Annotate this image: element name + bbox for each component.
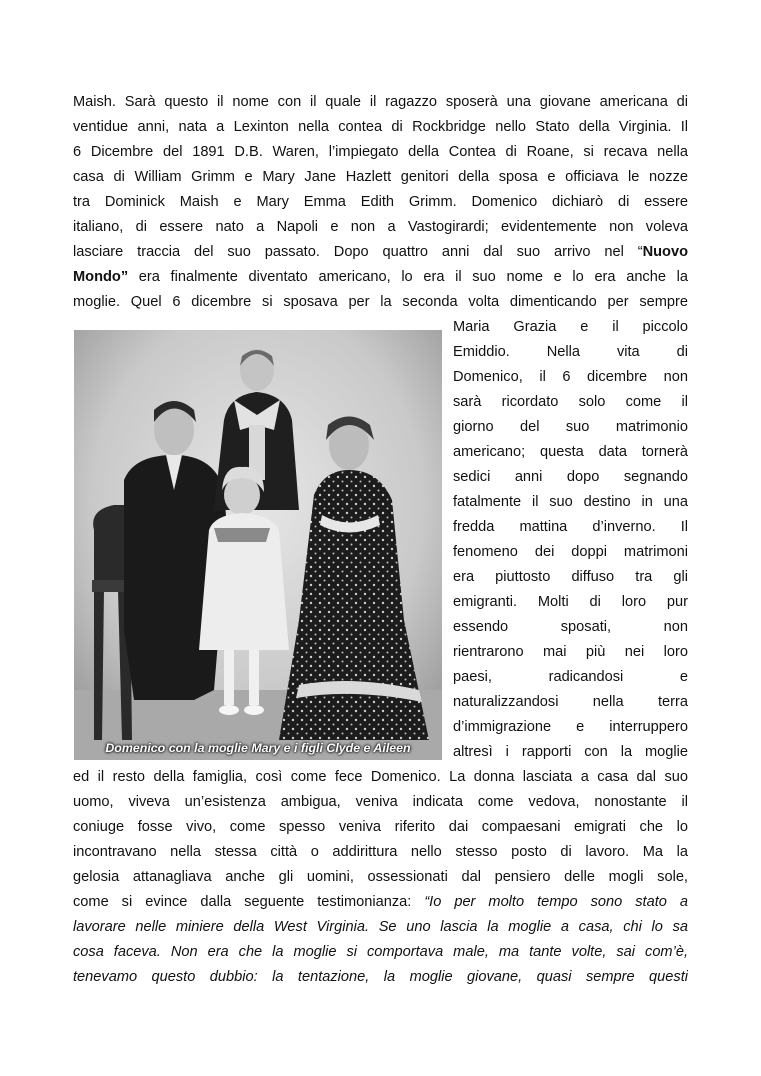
text-line: Maria Grazia e il piccolo <box>453 319 688 335</box>
text-line: rientrarono mai più nei loro <box>453 644 688 660</box>
text-line: gelosia attanagliava anche gli uomini, ossessionati dal pensiero delle mogli sole, <box>73 869 688 885</box>
text-line: naturalizzandosi nella terra <box>453 694 688 710</box>
text-line: ventidue anni, nata a Lexinton nella contea di Rockbridge nello Stato della Virginia. Il <box>73 119 688 135</box>
text-line <box>73 890 688 915</box>
quote-line: lavorare nelle miniere della West Virginia. Se uno lascia la moglie a casa, chi lo sa <box>73 919 688 935</box>
text-line: Maish. Sarà questo il nome con il quale il ragazzo sposerà una giovane americana di <box>73 94 688 110</box>
text-line: fatalmente il suo destino in una <box>453 494 688 510</box>
text-line: giorno del suo matrimonio <box>453 419 688 435</box>
text-line: paesi, radicandosi e <box>453 669 688 685</box>
family-portrait-image <box>74 330 442 760</box>
text-line: emigranti. Molti di loro pur <box>453 594 688 610</box>
text-line: incontravano nella stessa città o addirittura nello stesso posto di lavoro. Ma la <box>73 844 688 860</box>
text-line: fredda mattina d’inverno. Il <box>453 519 688 535</box>
text-line: tra Dominick Maish e Mary Emma Edith Grimm. Domenico dichiarò di essere <box>73 194 688 210</box>
text-line: fenomeno dei doppi matrimoni <box>453 544 688 560</box>
family-photo <box>74 330 442 760</box>
bold-text: Mondo” <box>73 269 129 285</box>
text-line: casa di William Grimm e Mary Jane Hazlett genitori della sposa e officiava le nozze <box>73 169 688 185</box>
text-line <box>73 240 688 265</box>
text-line <box>73 265 688 290</box>
text-line: essendo sposati, non <box>453 619 688 635</box>
text-line: d’immigrazione e interruppero <box>453 719 688 735</box>
quote-text: “Io per molto tempo sono stato a <box>424 894 688 910</box>
bold-text: Nuovo <box>642 244 688 260</box>
text-line: era piuttosto diffuso tra gli <box>453 569 688 585</box>
photo-caption: Domenico con la moglie Mary e i figli Clyde e Aileen <box>105 741 411 755</box>
text-segment: lasciare traccia del suo passato. Dopo quattro anni dal suo arrivo nel “ <box>73 244 643 260</box>
text-line: moglie. Quel 6 dicembre si sposava per la seconda volta dimenticando per sempre <box>73 294 688 310</box>
text-line: ed il resto della famiglia, così come fece Domenico. La donna lasciata a casa dal suo <box>73 769 688 785</box>
text-line: sarà ricordato solo come il <box>453 394 688 410</box>
text-line: altresì i rapporti con la moglie <box>453 744 688 760</box>
text-line: uomo, viveva un’esistenza ambigua, veniva indicata come vedova, nonostante il <box>73 794 688 810</box>
text-line: Domenico, il 6 dicembre non <box>453 369 688 385</box>
text-line: coniuge fosse vivo, come spesso veniva riferito dai compaesani emigrati che lo <box>73 819 688 835</box>
text-line: Emiddio. Nella vita di <box>453 344 688 360</box>
quote-line: cosa faceva. Non era che la moglie si comportava male, ma tante volte, sai com’è, <box>73 944 688 960</box>
text-line: sedici anni dopo segnando <box>453 469 688 485</box>
text-segment: come si evince dalla seguente testimonianza: <box>73 894 425 910</box>
text-segment: era finalmente diventato americano, lo era il suo nome e lo era anche la <box>128 269 688 285</box>
text-line: americano; questa data tornerà <box>453 444 688 460</box>
text-line: 6 Dicembre del 1891 D.B. Waren, l’impiegato della Contea di Roane, si recava nella <box>73 144 688 160</box>
quote-line: tenevamo questo dubbio: la tentazione, la moglie giovane, quasi sempre questi <box>73 969 688 985</box>
text-line: italiano, di essere nato a Napoli e non a Vastogirardi; evidentemente non voleva <box>73 219 688 235</box>
